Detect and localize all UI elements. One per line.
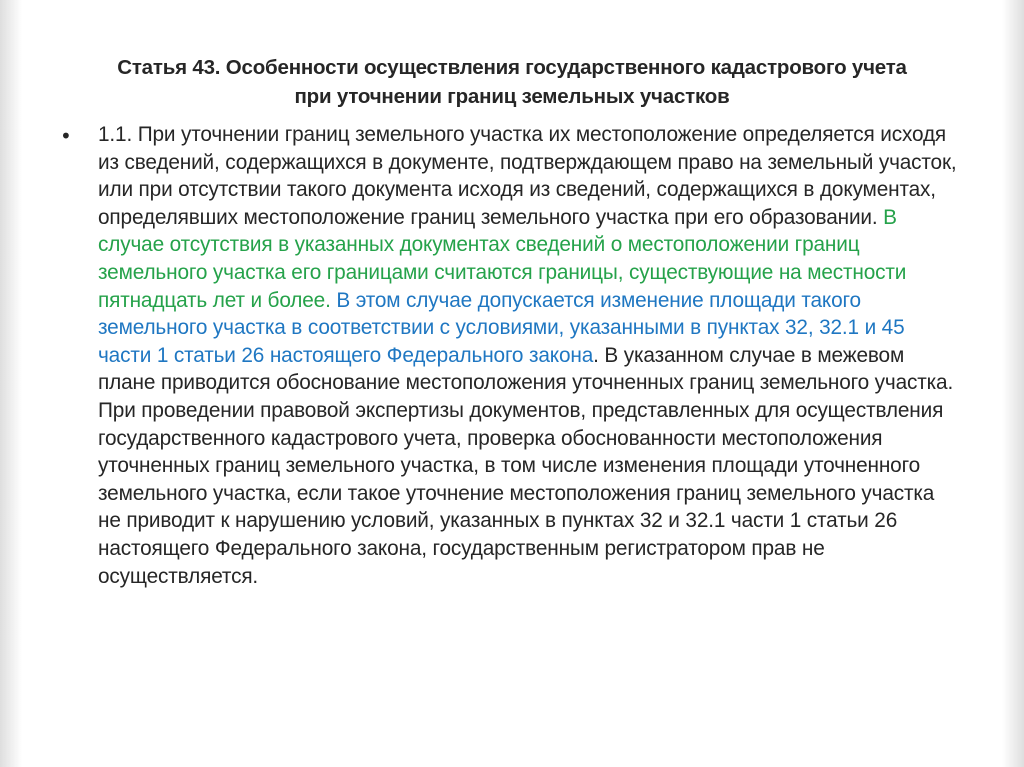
slide-title — [60, 53, 964, 111]
title-line-1: Статья 43. Особенности осуществления государственного кадастрового учета — [117, 56, 907, 79]
text-segment-black-2: . В указанном случае в межевом плане приводится обоснование местоположения уточненных границ земельного участка. При проведении правовой экспертизы документов, представленных для осуществления государственного кадастрового учета, проверка обоснованности местоположения уточненных границ земельного участка, в том числе изменения площади уточненного земельного участка, если такое уточнение местоположения границ земельного участка не приводит к нарушению условий, указанных в пунктах 32 и 32.1 части 1 статьи 26 настоящего Федерального закона, государственным регистратором прав не осуществляется. — [98, 343, 954, 588]
text-segment-blue: В этом случае допускается изменение площади такого земельного участка в соответствии с условиями, указанными в пунктах 32, 32.1 и 45 части 1 статьи 26 настоящего Федерального закона — [98, 288, 905, 367]
paragraph-text — [98, 121, 962, 590]
bullet-list — [56, 121, 962, 590]
text-segment-black-1: 1.1. При уточнении границ земельного участка их местоположение определяется исходя из сведений, содержащихся в документе, подтверждающем право на земельный участок, или при отсутствии такого документа исходя из сведений, содержащихся в документах, определявших местоположение границ земельного участка при его образовании. — [98, 123, 957, 229]
title-line-2: при уточнении границ земельных участков — [294, 85, 730, 108]
text-segment-green: В случае отсутствия в указанных документах сведений о местоположении границ земельного участка его границами считаются границы, существующие на местности пятнадцать лет и более. — [98, 205, 907, 312]
bullet-item — [56, 121, 962, 590]
bullet-icon: • — [60, 124, 72, 148]
